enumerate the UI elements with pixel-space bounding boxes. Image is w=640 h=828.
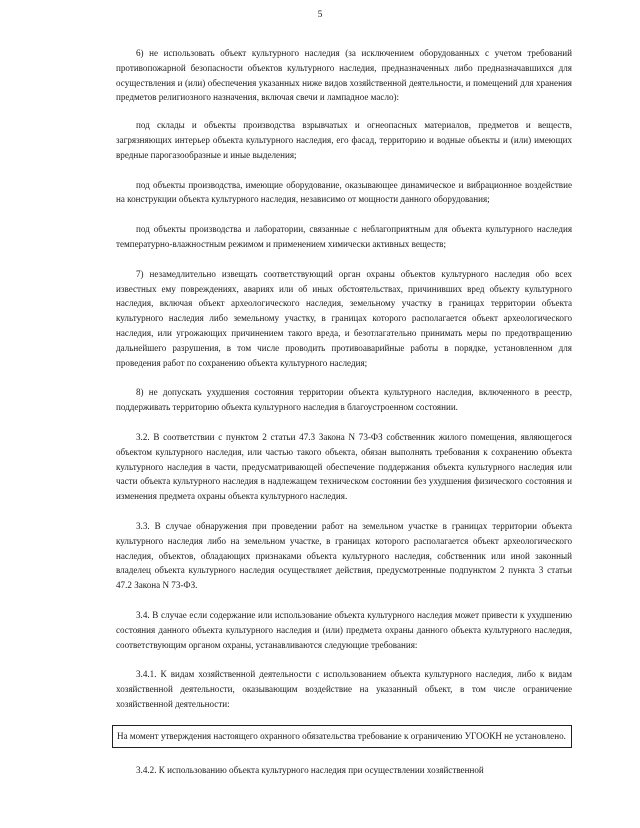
requirement-box bbox=[112, 725, 572, 749]
paragraph-8-territory: 8) не допускать ухудшения состояния территории объекта культурного наследия, включенного в реестр, поддерживать территорию объекта культурного наследия в благоустроенном состоянии. bbox=[116, 387, 572, 413]
paragraph-laboratories: под объекты производства и лаборатории, связанные с неблагоприятным для объекта культурного наследия температурно-влажностным режимом и применением химически активных веществ; bbox=[116, 224, 572, 249]
paragraph-production-objects: под объекты производства, имеющие оборудование, оказывающее динамическое и вибрационное воздействие на конструкции объекта культурного наследия, независимо от мощности данного оборудования; bbox=[116, 179, 572, 205]
requirement-box-text: На момент утверждения настоящего охранного обязательства требование к ограничению УГООКН не установлено. bbox=[117, 730, 566, 741]
page-number: 5 bbox=[317, 10, 323, 20]
paragraph-3-4: 3.4. В случае если содержание или использование объекта культурного наследия может привести к ухудшению состояния данного объекта культурного наследия и (или) предмета охраны данного объекта культурного наследия, соответствующим органом охраны, устанавливаются следующие требования: bbox=[116, 609, 572, 650]
document-body bbox=[116, 46, 572, 778]
paragraph-3-4-2: 3.4.2. К использованию объекта культурного наследия при осуществлении хозяйственной bbox=[136, 765, 484, 776]
paragraph-warehouses: под склады и объекты производства взрывчатых и огнеопасных материалов, предметов и веществ, загрязняющих интерьер объекта культурного наследия, его фасад, территорию и водные объекты и (или) имеющих вредные парогазообразные и иные выделения; bbox=[116, 120, 572, 160]
paragraph-3-4-1: 3.4.1. К видам хозяйственной деятельности с использованием объекта культурного наследия, либо к видам хозяйственной деятельности, оказывающим воздействие на указанный объект, в том числе ограничение хозяйственной деятельности: bbox=[116, 669, 572, 709]
paragraph-7-notify: 7) незамедлительно извещать соответствующий орган охраны объектов культурного наследия обо всех известных ему повреждениях, авариях или об иных обстоятельствах, причинивших вред объекту культурного наследия, включая объект археологического наследия, земельному участку в границах территории объекта культурного наследия либо земельному участку, в границах которого располагается объект археологического наследия, или угрожающих причинением такого вреда, и безотлагательно принимать меры по предотвращению дальнейшего разрушения, в том числе проводить противоаварийные работы в порядке, установленном для проведения работ по сохранению объекта культурного наследия; bbox=[116, 268, 572, 368]
paragraph-6-prohibited-use: 6) не использовать объект культурного наследия (за исключением оборудованных с учетом требований противопожарной безопасности объектов культурного наследия, предназначенных либо предназначавшихся для осуществления и (или) обеспечения указанных ниже видов хозяйственной деятельности, и помещений для хранения предметов религиозного назначения, включая свечи и лампадное масло): bbox=[116, 48, 572, 103]
paragraph-3-3: 3.3. В случае обнаружения при проведении работ на земельном участке в границах территории объекта культурного наследия либо на земельном участке, в границах которого располагается объект археологического наследия, объектов, обладающих признаками объекта культурного наследия, собственник или иной законный владелец объекта культурного наследия осуществляет действия, предусмотренные подпунктом 2 пункта 3 статьи 47.2 Закона N 73-ФЗ. bbox=[116, 520, 572, 591]
paragraph-3-2: 3.2. В соответствии с пунктом 2 статьи 47.3 Закона N 73-ФЗ собственник жилого помещения, являющегося объектом культурного наследия, или частью такого объекта, обязан выполнять требования к сохранению объекта культурного наследия в части, предусматривающей обеспечение поддержания объекта культурного наследия или части объекта культурного наследия в надлежащем техническом состоянии без ухудшения физического состояния и изменения предмета охраны объекта культурного наследия. bbox=[116, 431, 572, 502]
